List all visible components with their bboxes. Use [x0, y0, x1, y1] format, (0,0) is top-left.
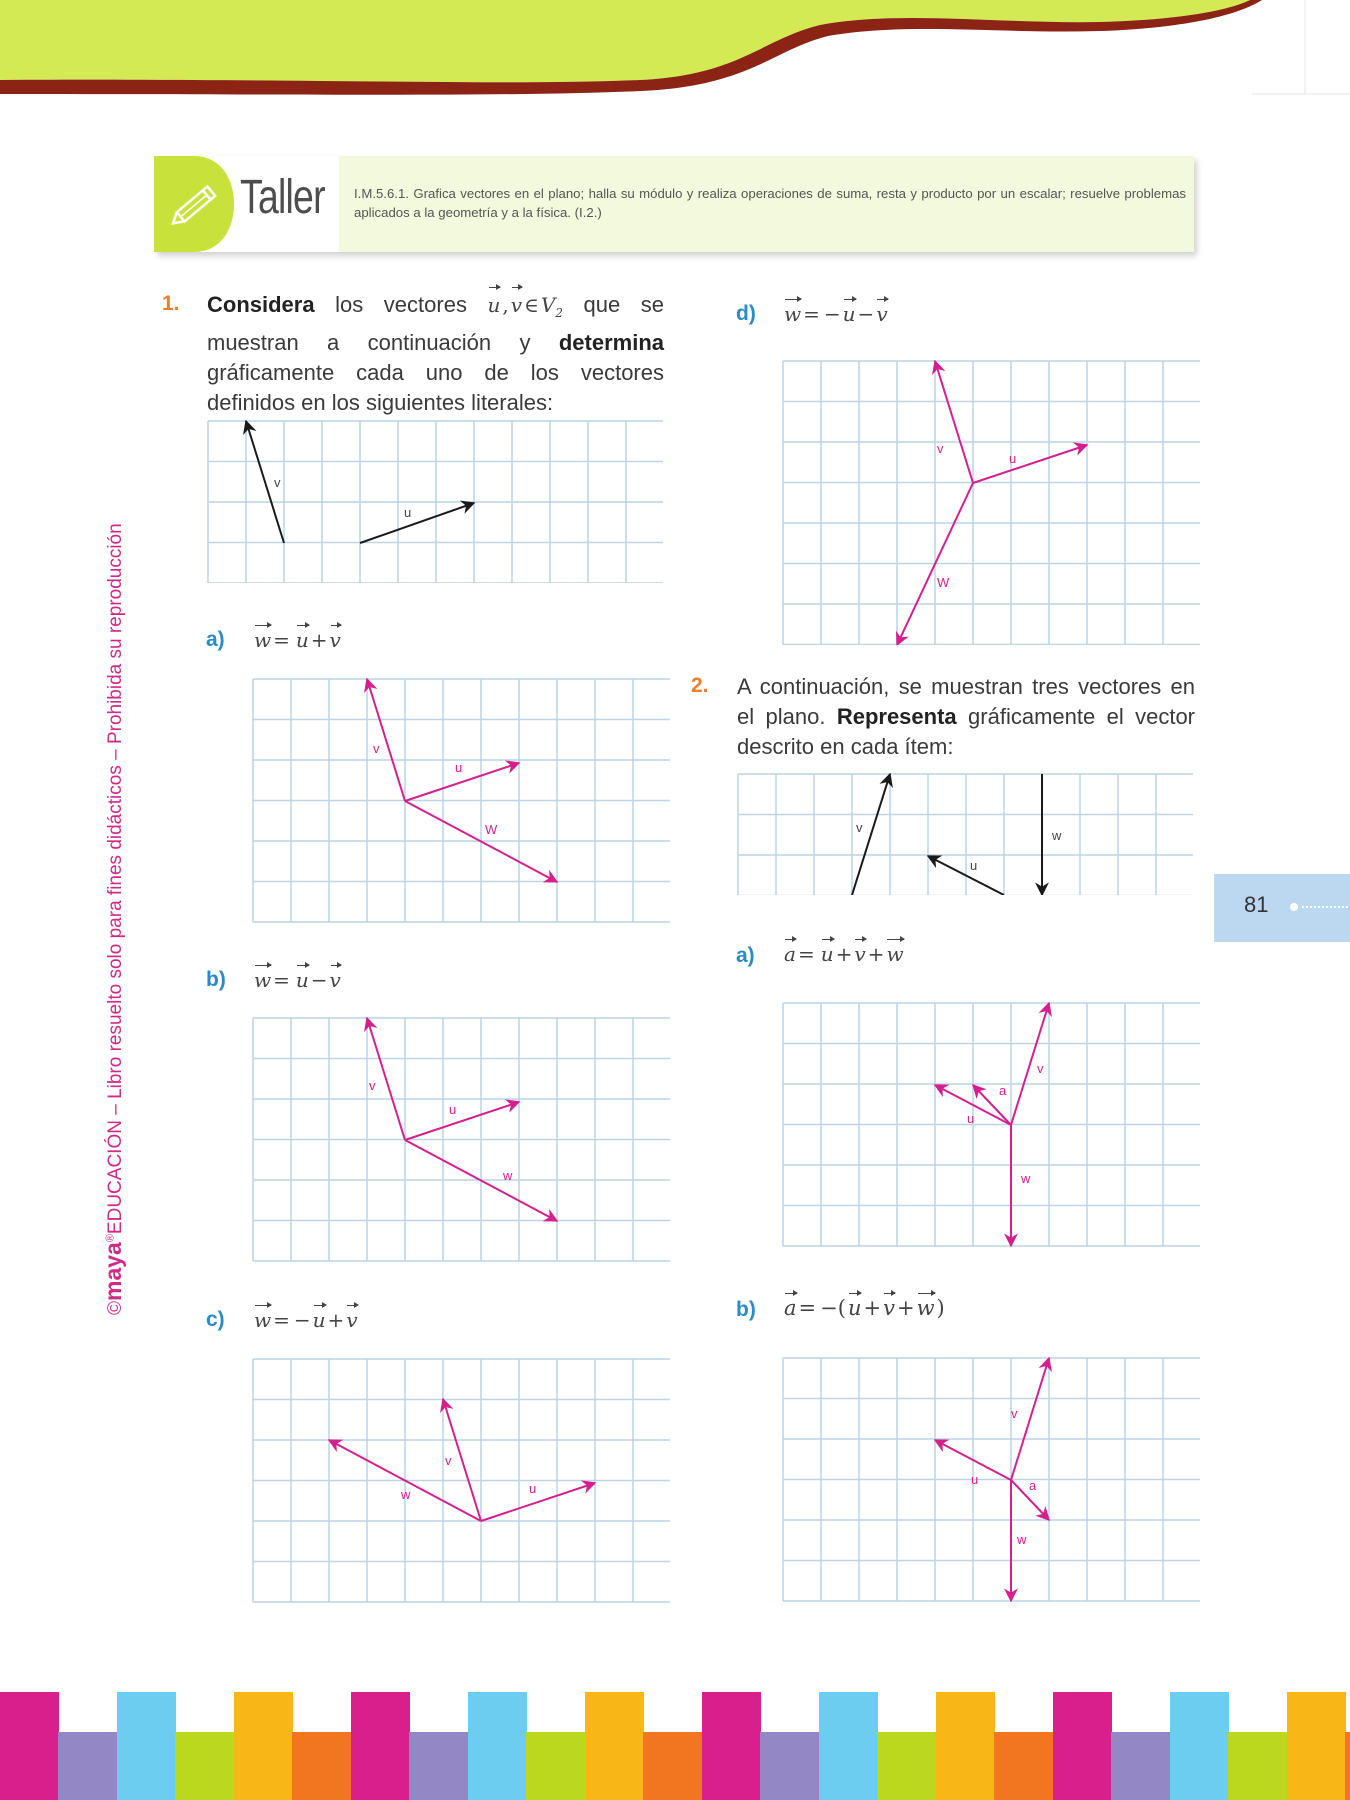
credit-brand: maya: [100, 1242, 126, 1301]
eq-u: u: [312, 1308, 326, 1332]
item-1c-equation: [254, 1308, 358, 1332]
color-block: [877, 1732, 937, 1800]
eq-a: a: [784, 1296, 797, 1320]
exercise-1-base-graph: [207, 420, 663, 583]
eq-plus-1: +: [835, 942, 853, 966]
taller-header: [154, 156, 339, 252]
eq-equals: =: [797, 942, 815, 966]
bottom-color-bar: [0, 1692, 1350, 1800]
vector-label-w: w: [1052, 828, 1062, 843]
vector-label-v: v: [1037, 1061, 1044, 1076]
vector-label-v: v: [1011, 1406, 1018, 1421]
item-2b-equation: [784, 1296, 947, 1320]
eq-a: a: [784, 942, 796, 966]
vector-label-v: v: [856, 820, 863, 835]
vector-arrow: [481, 1483, 595, 1521]
color-block: [351, 1692, 410, 1800]
vector-label-w: w: [503, 1168, 513, 1183]
item-1d-graph: [782, 360, 1200, 645]
eq-operator: −: [857, 302, 875, 326]
color-block: [1111, 1732, 1171, 1800]
vector-arrow: [973, 445, 1087, 483]
eq-w: w: [254, 1308, 272, 1332]
item-2a-equation: [784, 942, 908, 966]
item-2b-graph: [782, 1357, 1200, 1602]
grid-lines: [253, 1018, 670, 1261]
color-block: [994, 1732, 1054, 1800]
eq-sign: −: [823, 302, 841, 326]
item-1c-graph: [252, 1358, 670, 1603]
vector-label-u: u: [971, 1472, 979, 1487]
item-1a-graph: [252, 678, 670, 923]
color-block: [468, 1692, 527, 1800]
color-block: [409, 1732, 469, 1800]
vector-label-v: v: [937, 441, 944, 456]
vector-arrow: [405, 1102, 519, 1140]
color-block: [526, 1732, 586, 1800]
vector-arrow: [360, 503, 474, 543]
eq-v: v: [883, 1296, 895, 1320]
exercise-2-text-b: gráficamente el vector descrito en cada ítem:: [737, 704, 1196, 759]
exercise-2-number: 2.: [691, 674, 709, 697]
eq-w: w: [916, 1296, 935, 1320]
eq-v: v: [329, 628, 341, 652]
color-block: [936, 1692, 995, 1800]
eq-operator: +: [327, 1308, 345, 1332]
grid-lines: [783, 361, 1200, 645]
eq-u: u: [295, 628, 309, 652]
grid-lines: [738, 774, 1193, 895]
space-V: V: [540, 293, 556, 317]
eq-equals: =: [273, 1308, 290, 1332]
exercise-1-text-a: los vectores: [314, 292, 488, 317]
vector-label-w: w: [1017, 1532, 1027, 1547]
eq-equals: =: [798, 1296, 817, 1320]
exercise-2-base-graph: [737, 773, 1193, 895]
taller-title: Taller: [240, 171, 325, 224]
eq-sign: −: [293, 1308, 311, 1332]
color-block: [1228, 1732, 1288, 1800]
item-1b-letter: b): [206, 968, 226, 991]
credit-text: EDUCACIÓN – Libro resuelto solo para fines didácticos – Prohibida su reproducción: [105, 523, 126, 1235]
eq-u: u: [820, 942, 834, 966]
vector-label-v: v: [373, 741, 380, 756]
color-block: [702, 1692, 761, 1800]
vector-label-v: v: [369, 1078, 376, 1093]
eq-operator: −: [310, 968, 328, 992]
eq-equals: =: [273, 628, 290, 652]
grid-lines: [253, 679, 670, 922]
exercise-1-verb-considera: Considera: [207, 292, 315, 317]
taller-box: [154, 156, 1194, 252]
taller-description: I.M.5.6.1. Grafica vectores en el plano; halla su módulo y realiza operaciones de suma, resta y producto por un escalar; resuelve problemas aplicados a la geometría y a la física. (I.2.): [354, 186, 1186, 220]
grid-lines: [783, 1003, 1200, 1246]
eq-w: w: [784, 302, 802, 326]
vertical-credit: [100, 523, 127, 1315]
vector-arrow: [367, 679, 405, 801]
eq-suffix: ): [936, 1296, 945, 1320]
eq-v: v: [876, 302, 888, 326]
color-block: [175, 1732, 235, 1800]
credit-registered: ®: [104, 1234, 117, 1243]
vector-label-a: a: [999, 1083, 1007, 1098]
vector-label-u: u: [449, 1102, 457, 1117]
vector-label-w: w: [1021, 1171, 1031, 1186]
vector-label-u: u: [967, 1111, 975, 1126]
color-block: [1345, 1732, 1350, 1800]
item-1d-letter: d): [736, 302, 756, 325]
vector-label-v: v: [445, 1453, 452, 1468]
eq-v: v: [329, 968, 341, 992]
eq-plus-2: +: [896, 1296, 915, 1320]
item-1c-letter: c): [206, 1308, 225, 1331]
grid-lines: [253, 1359, 670, 1602]
page-number-tab: [1214, 874, 1350, 942]
color-block: [292, 1732, 352, 1800]
eq-equals: =: [803, 302, 820, 326]
color-block: [585, 1692, 644, 1800]
vector-label-u: u: [970, 858, 978, 873]
comma: ,: [502, 293, 509, 317]
pencil-icon: [154, 156, 234, 252]
color-block: [1053, 1692, 1112, 1800]
exercise-1-number: 1.: [162, 292, 180, 315]
item-1a-letter: a): [206, 628, 225, 651]
page-number: 81: [1244, 892, 1269, 917]
color-block: [819, 1692, 878, 1800]
eq-v: v: [854, 942, 866, 966]
color-block: [643, 1732, 703, 1800]
grid-lines: [208, 421, 663, 583]
eq-prefix: −(: [820, 1296, 846, 1320]
vector-label-u: u: [404, 505, 412, 520]
color-block: [0, 1692, 59, 1800]
eq-v: v: [346, 1308, 358, 1332]
color-block: [1170, 1692, 1229, 1800]
eq-equals: =: [273, 968, 290, 992]
exercise-1-text-c: gráficamente cada uno de los vectores definidos en los siguientes literales:: [207, 360, 664, 415]
vector-u-symbol: u: [488, 290, 501, 320]
color-block: [58, 1732, 118, 1800]
item-1b-equation: [254, 968, 341, 992]
eq-u: u: [842, 302, 856, 326]
item-2b-letter: b): [736, 1298, 756, 1321]
color-block: [117, 1692, 176, 1800]
item-2a-letter: a): [736, 944, 755, 967]
exercise-1-verb-determina: determina: [558, 330, 664, 355]
color-block: [760, 1732, 820, 1800]
color-block: [234, 1692, 293, 1800]
item-1d-equation: [784, 302, 888, 326]
item-1a-equation: [254, 628, 341, 652]
item-1b-graph: [252, 1017, 670, 1262]
grid-lines: [783, 1358, 1200, 1601]
vector-label-w: w: [401, 1487, 411, 1502]
eq-plus-2: +: [867, 942, 885, 966]
vector-label-w: W: [485, 822, 498, 837]
exercise-2-verb-representa: Representa: [836, 704, 957, 729]
exercise-1-text-b: que se muestran a continuación y: [207, 292, 664, 355]
exercise-1-statement: [207, 290, 664, 418]
eq-w: w: [886, 942, 904, 966]
vector-label-u: u: [529, 1481, 537, 1496]
vector-v-symbol: v: [511, 290, 522, 320]
page-dotted-line: [1302, 906, 1348, 908]
eq-u: u: [295, 968, 309, 992]
exercise-2-text-a: A continuación, se muestran tres vectores en el plano.: [737, 674, 1195, 729]
vector-label-w: W: [937, 575, 950, 590]
space-subscript: 2: [555, 306, 563, 320]
eq-w: w: [254, 968, 272, 992]
credit-copyright: ©: [105, 1301, 126, 1315]
color-block: [1287, 1692, 1346, 1800]
eq-w: w: [254, 628, 272, 652]
page-dot: [1290, 903, 1298, 911]
vector-arrow: [935, 361, 973, 483]
eq-operator: +: [310, 628, 328, 652]
vector-label-v: v: [274, 475, 281, 490]
vector-label-u: u: [455, 760, 463, 775]
eq-plus-1: +: [863, 1296, 882, 1320]
vector-label-a: a: [1029, 1478, 1037, 1493]
exercise-2-statement: [737, 672, 1195, 762]
header-wave: [0, 0, 1350, 100]
eq-u: u: [847, 1296, 862, 1320]
item-2a-graph: [782, 1002, 1200, 1247]
vector-label-u: u: [1009, 451, 1017, 466]
element-of-symbol: ∈: [524, 293, 539, 317]
